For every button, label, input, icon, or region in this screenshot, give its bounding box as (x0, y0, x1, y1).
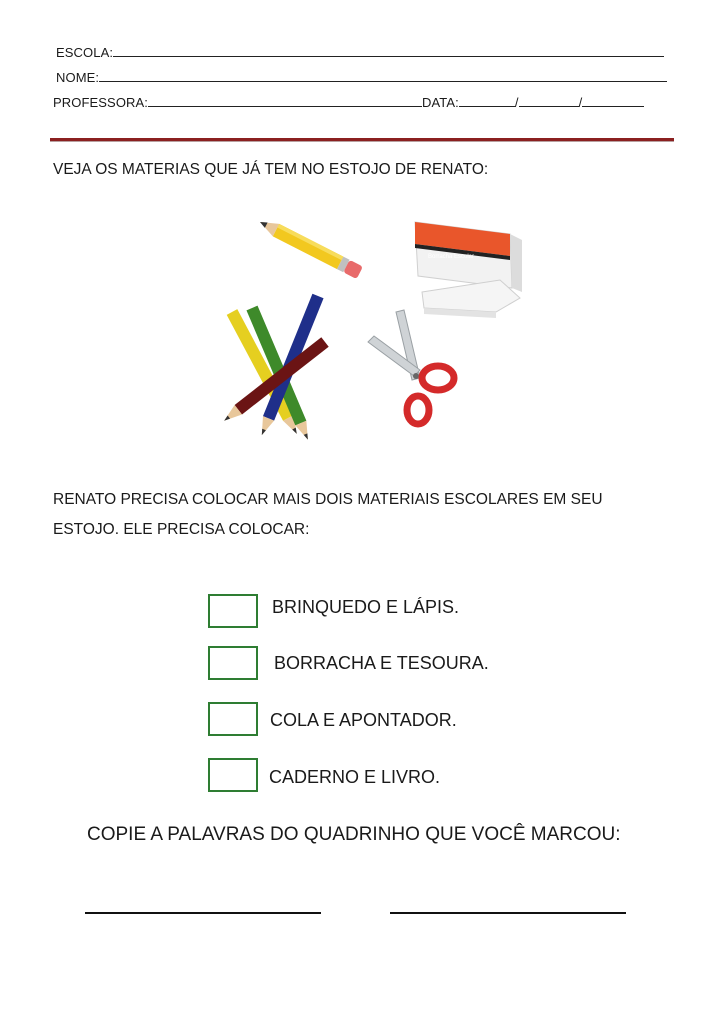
option-checkbox-2[interactable] (208, 646, 258, 680)
date-year-field[interactable] (582, 94, 644, 107)
answer-line-2[interactable] (390, 912, 626, 914)
eraser-brand-text: Borracha Escolar (428, 254, 475, 260)
professora-label: PROFESSORA: (53, 95, 149, 110)
scissors-icon (368, 310, 454, 424)
escola-label: ESCOLA: (56, 45, 114, 60)
eraser-icon (415, 222, 522, 318)
professora-field[interactable] (148, 94, 422, 107)
colored-pencils-icon (220, 294, 328, 442)
intro-text: VEJA OS MATERIAS QUE JÁ TEM NO ESTOJO DE RENATO: (53, 161, 489, 178)
data-label: DATA: (422, 95, 459, 110)
option-checkbox-4[interactable] (208, 758, 258, 792)
question-line-1: RENATO PRECISA COLOCAR MAIS DOIS MATERIAIS ESCOLARES EM SEU (53, 491, 603, 508)
school-supplies-illustration (200, 200, 530, 455)
date-separator: / (514, 95, 519, 110)
option-label-4: CADERNO E LIVRO. (269, 767, 441, 787)
date-separator: / (578, 95, 583, 110)
header-divider (50, 138, 674, 142)
escola-line (56, 44, 670, 60)
professora-line (53, 94, 673, 110)
option-checkbox-3[interactable] (208, 702, 258, 736)
answer-line-1[interactable] (85, 912, 321, 914)
nome-line (56, 69, 670, 85)
nome-label: NOME: (56, 70, 100, 85)
escola-field[interactable] (113, 44, 664, 57)
date-day-field[interactable] (459, 94, 515, 107)
copy-instruction: COPIE A PALAVRAS DO QUADRINHO QUE VOCÊ MARCOU: (87, 824, 621, 845)
option-label-1: BRINQUEDO E LÁPIS. (272, 597, 460, 617)
pencil-icon (257, 216, 363, 279)
nome-field[interactable] (99, 69, 667, 82)
date-month-field[interactable] (519, 94, 579, 107)
option-label-2: BORRACHA E TESOURA. (274, 653, 489, 673)
question-line-2: ESTOJO. ELE PRECISA COLOCAR: (53, 521, 310, 538)
option-checkbox-1[interactable] (208, 594, 258, 628)
option-label-3: COLA E APONTADOR. (270, 710, 457, 730)
